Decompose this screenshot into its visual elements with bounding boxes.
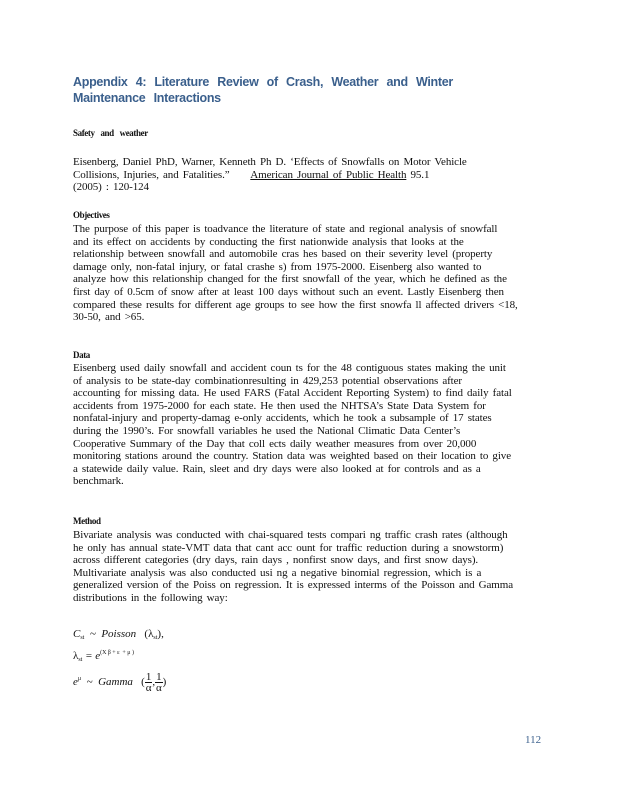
formula-1-dist: Poisson bbox=[101, 628, 137, 640]
citation-line-1: Eisenberg, Daniel PhD, Warner, Kenneth Ph D. ‘Effects of Snowfalls on Motor Vehicle bbox=[73, 156, 467, 168]
paragraph-line: across different categories (dry days, rain days , nonfirst snow days, and first snow days). bbox=[73, 554, 479, 567]
heading-line-1: Appendix 4: Literature Review of Crash, Weather and Winter bbox=[73, 75, 453, 89]
citation-title-end: Collisions, Injuries, and Fatalities.” bbox=[73, 168, 230, 181]
appendix-heading bbox=[73, 74, 533, 106]
citation bbox=[73, 156, 543, 194]
formula-2-exponent: (X β + ε + μ ) bbox=[100, 650, 134, 656]
paragraph-line: accounting for missing data. He used FARS (Fatal Accident Reporting System) to find daily fatal bbox=[73, 387, 512, 400]
formula-3-frac-2 bbox=[155, 672, 163, 693]
formula-3-lhs: e bbox=[73, 676, 78, 689]
paragraph-line: first day of 0.5cm of snow after at least 100 days without such an event. Lastly Eisenberg then bbox=[73, 285, 504, 298]
paragraph-line: The purpose of this paper is toadvance the literature of state and regional analysis of snowfall bbox=[73, 223, 498, 235]
formula-1-sub: st bbox=[80, 635, 85, 641]
paragraph-line: a statewide daily value. Rain, sleet and dry days were also looked at for controls and as a bbox=[73, 462, 481, 475]
formula-1-lhs: C bbox=[73, 628, 81, 640]
journal-name: American Journal of Public Health bbox=[250, 168, 407, 181]
section-subheading: Safety and weather bbox=[73, 128, 148, 138]
objectives-paragraph bbox=[73, 223, 543, 324]
formula-3-dist: Gamma bbox=[98, 676, 133, 689]
paragraph-line: compared these results for different age groups to see how the first snowfa ll affected drivers <18, bbox=[73, 298, 518, 311]
formula-3-sup: μ bbox=[77, 676, 82, 683]
frac-1-num: 1 bbox=[145, 671, 152, 683]
data-title: Data bbox=[73, 350, 90, 360]
page-number: 112 bbox=[525, 734, 542, 746]
paragraph-line: and its effect on accidents by conducting the first nationwide analysis that looks at the bbox=[73, 235, 464, 248]
paragraph-line: he only has annual state-VMT data that cant acc ount for traffic reduction during a snowstorm) bbox=[73, 541, 504, 554]
paragraph-line: 30-50, and >65. bbox=[73, 311, 145, 324]
journal-volume: 95.1 bbox=[410, 168, 430, 181]
paragraph-line: damage only, non-fatal injury, or fatal crashe s) from 1975-2000. Eisenberg also wanted to bbox=[73, 260, 482, 273]
formula-1-arg: (λ bbox=[144, 628, 154, 640]
data-paragraph bbox=[73, 362, 543, 488]
paragraph-line: Cooperative Summary of the Day that coll ects daily weather measures from over 20,000 bbox=[73, 437, 477, 450]
paragraph-line: distributions in the following way: bbox=[73, 591, 228, 604]
citation-line-2 bbox=[73, 169, 543, 182]
formula-lambda bbox=[73, 650, 134, 663]
formula-gamma: $e^\mu$ ~ Gamma ( $\frac{1}{\alpha}$ , $\frac{1}{\alpha}$ ) bbox=[73, 671, 167, 694]
frac-2-den: α bbox=[155, 682, 162, 694]
formula-2-lhs: λ bbox=[73, 650, 79, 662]
formula-poisson: $C_{st}$ ~ Poisson $(\lambda_{st})$, bbox=[73, 628, 164, 641]
paragraph-line: analyze how this relationship changed for the first snowfall of the year, which he defined as the bbox=[73, 273, 507, 286]
paragraph-line: Multivariate analysis was also conducted usi ng a negative binomial regression, which is a bbox=[73, 566, 482, 579]
frac-1-den: α bbox=[145, 682, 152, 694]
heading-line-2: Maintenance Interactions bbox=[73, 91, 221, 105]
paragraph-line: benchmark. bbox=[73, 475, 124, 488]
formula-1-argsub: st bbox=[153, 635, 158, 641]
paragraph-line: accidents from 1975-2000 for each state. He then used the NHTSA’s State Data System for bbox=[73, 399, 486, 412]
paragraph-line: monitoring stations around the country. Station data was weighted based on their location to give bbox=[73, 450, 511, 463]
formula-1-end: ), bbox=[157, 628, 164, 640]
paragraph-line: of analysis to be state-day combinationresulting in 429,253 potential observations after bbox=[73, 374, 462, 387]
paragraph-line: during the 1990’s. For snowfall variables he used the National Climatic Data Center’s bbox=[73, 424, 461, 437]
citation-line-3: (2005) : 120-124 bbox=[73, 181, 149, 194]
method-paragraph bbox=[73, 529, 543, 605]
formula-2-sub: st bbox=[78, 657, 83, 663]
objectives-title: Objectives bbox=[73, 210, 110, 220]
paragraph-line: nonfatal-injury and property-damag e-only accidents, which he took a subsample of 17 states bbox=[73, 412, 492, 425]
frac-2-num: 1 bbox=[156, 671, 162, 683]
paragraph-line: Eisenberg used daily snowfall and accident coun ts for the 48 contiguous states making the unit bbox=[73, 362, 506, 374]
paragraph-line: relationship between snowfall and automobile cras hes based on their severity level (property bbox=[73, 248, 493, 261]
formula-2-eq: = e bbox=[85, 650, 101, 662]
paragraph-line: Bivariate analysis was conducted with chai-squared tests compari ng traffic crash rates (although bbox=[73, 529, 508, 541]
paragraph-line: generalized version of the Poiss on regression. It is expressed interms of the Poisson and Gamma bbox=[73, 579, 513, 592]
method-title: Method bbox=[73, 516, 101, 526]
